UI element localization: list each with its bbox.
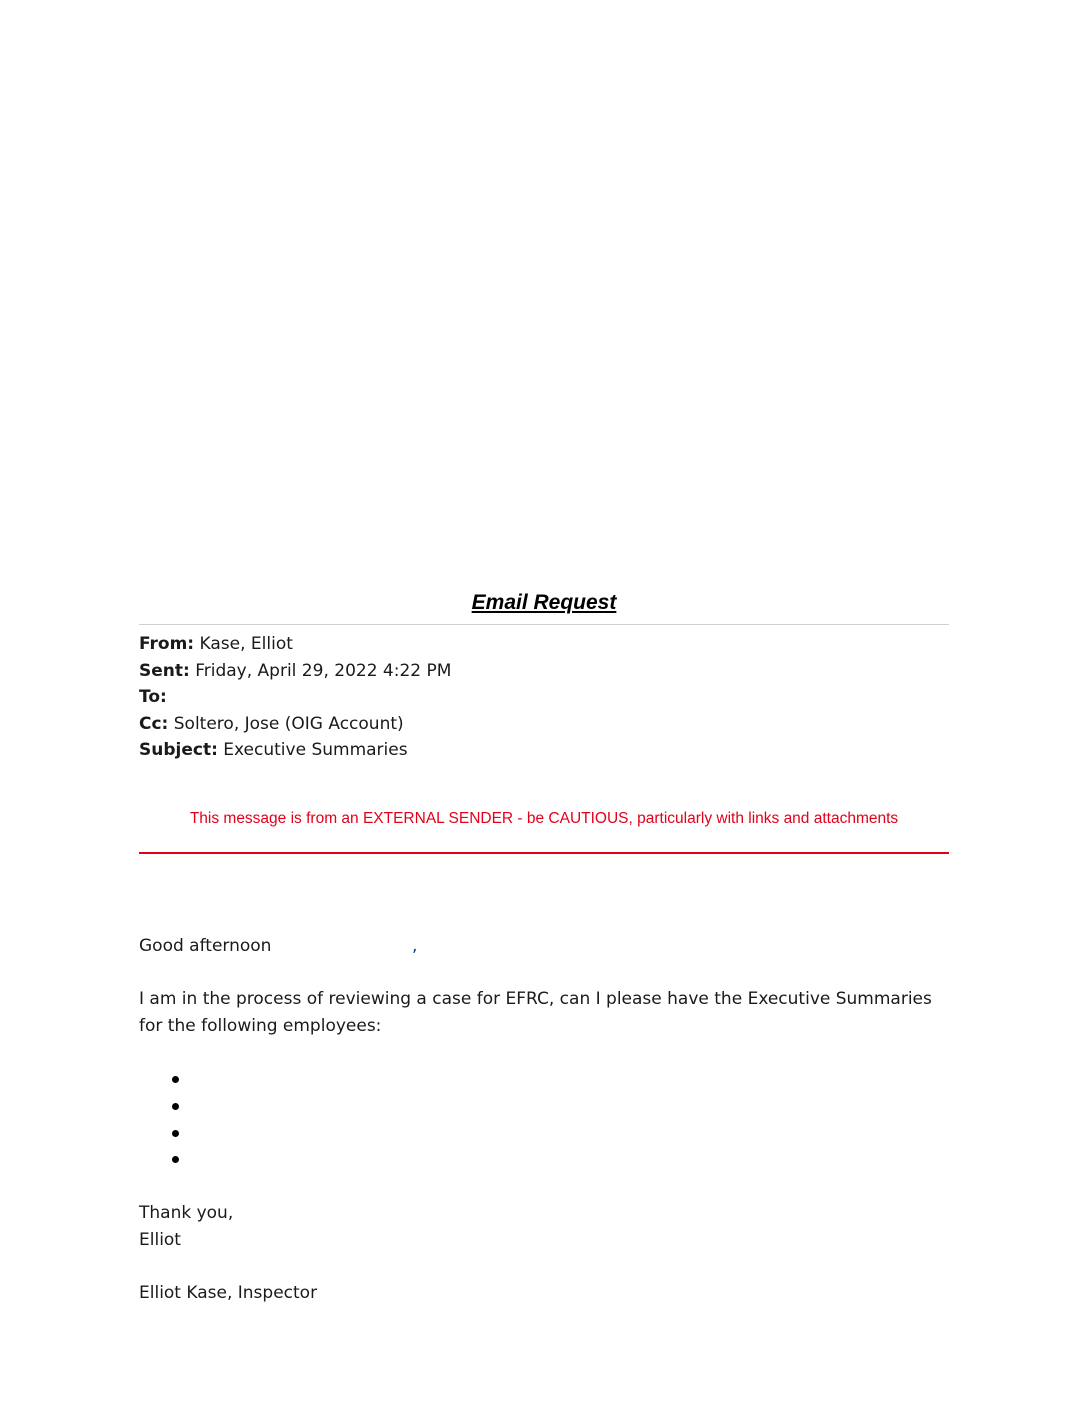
- bullet-icon: [172, 1130, 179, 1137]
- greeting-comma: ,: [412, 936, 418, 956]
- signature: Elliot Kase, Inspector: [139, 1283, 318, 1303]
- external-sender-warning: This message is from an EXTERNAL SENDER - be CAUTIOUS, particularly with links and attachments: [189, 810, 899, 827]
- subject-value: Executive Summaries: [223, 740, 408, 760]
- sent-value: Friday, April 29, 2022 4:22 PM: [195, 660, 452, 681]
- cc-row: [139, 711, 451, 738]
- sent-row: [139, 658, 451, 685]
- from-label: From:: [139, 634, 195, 654]
- subject-label: Subject:: [139, 740, 218, 760]
- document-title: Email Request: [471, 591, 617, 614]
- cc-label: Cc:: [139, 713, 169, 734]
- warning-divider: [139, 852, 949, 854]
- greeting-text: Good afternoon: [139, 936, 272, 956]
- bullet-icon: [172, 1103, 179, 1110]
- closing-name: Elliot: [139, 1229, 181, 1250]
- bullet-icon: [172, 1156, 179, 1163]
- title-divider: [139, 624, 949, 625]
- request-paragraph: I am in the process of reviewing a case for EFRC, can I please have the Executive Summaries for the following employees:: [139, 989, 932, 1036]
- from-value: Kase, Elliot: [199, 634, 293, 654]
- closing-thanks: Thank you,: [139, 1203, 234, 1223]
- bullet-icon: [172, 1076, 179, 1083]
- sent-label: Sent:: [139, 660, 190, 681]
- to-label: To:: [139, 687, 167, 707]
- subject-row: [139, 737, 451, 764]
- from-row: [139, 631, 451, 658]
- greeting: [139, 933, 949, 960]
- to-row: [139, 684, 451, 711]
- cc-value: Soltero, Jose (OIG Account): [173, 713, 404, 734]
- email-headers: [139, 631, 451, 764]
- closing: [139, 1200, 949, 1253]
